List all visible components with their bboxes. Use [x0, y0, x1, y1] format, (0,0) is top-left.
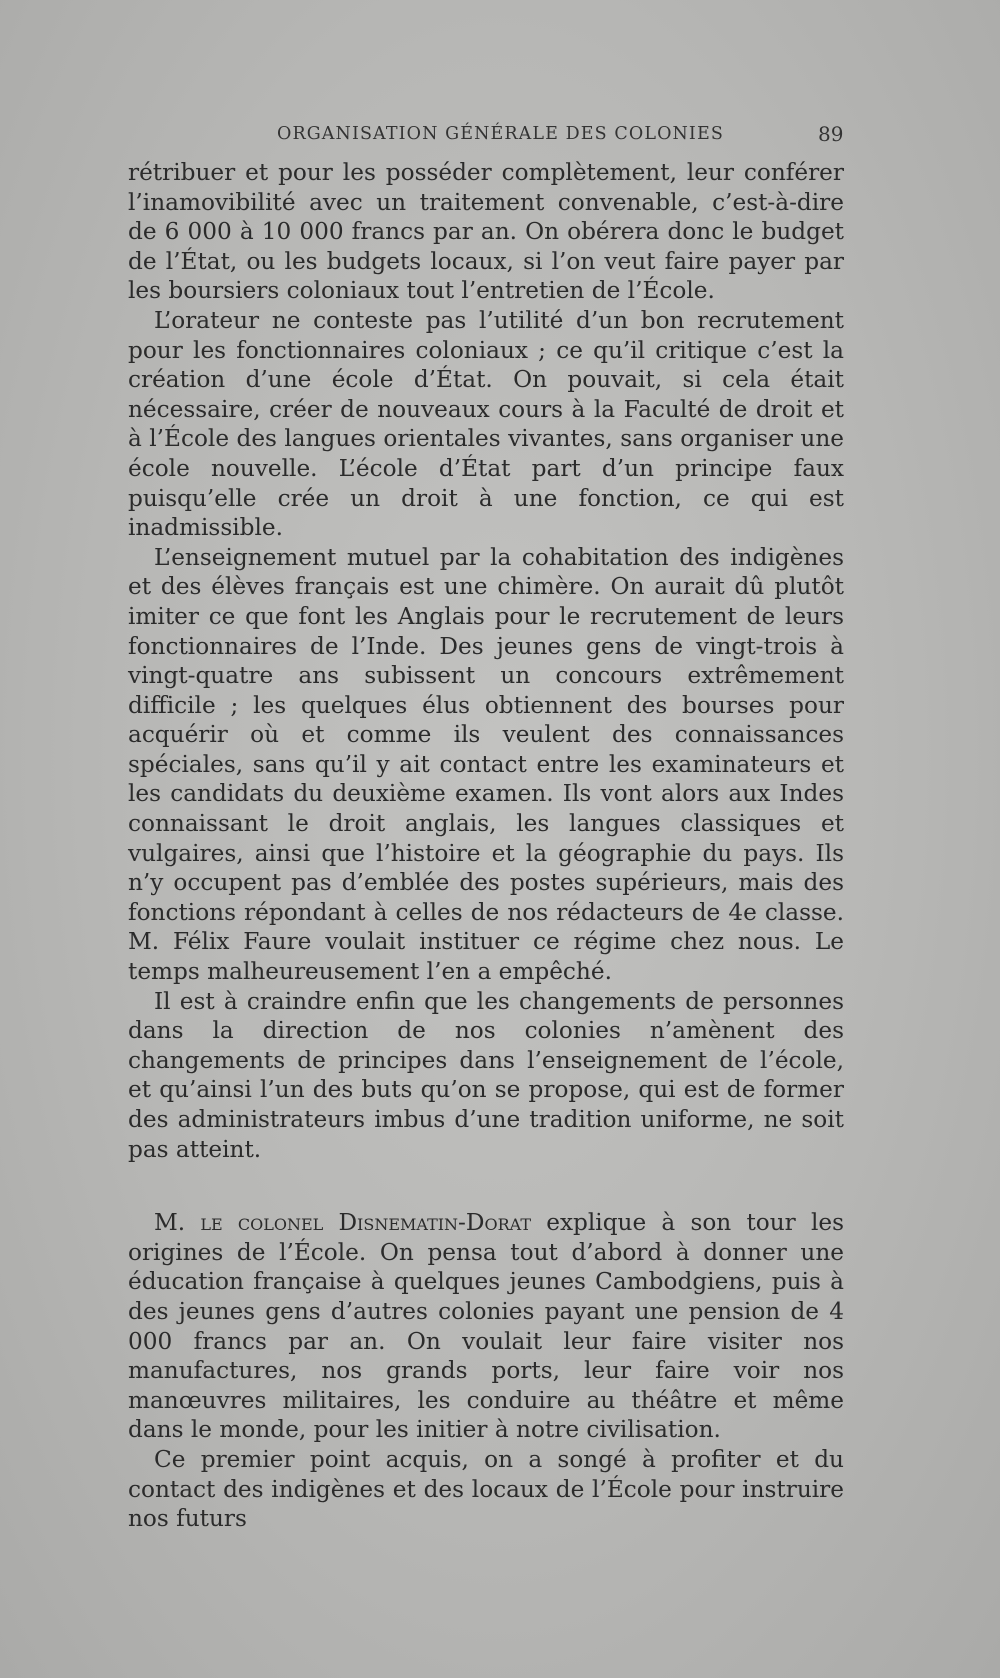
paragraph-2: L’orateur ne conteste pas l’utilité d’un bon recrutement pour les fonctionnaires coloniaux ; ce qu’il critique c’est la création d’une école d’État. On pouvait, si cela était nécessaire, créer de nouveaux cours à la Faculté de droit et à l’École des langues orientales vivantes, sans organiser une école nouvelle. L’école d’État part d’un principe faux puisqu’elle crée un droit à une fonction, ce qui est inadmissible. [128, 306, 844, 542]
speech-paragraph [128, 1208, 844, 1445]
final-paragraph: Ce premier point acquis, on a songé à profiter et du contact des indigènes et des locaux de l’École pour instruire nos futurs [128, 1445, 844, 1533]
page-number: 89 [818, 122, 844, 146]
paragraph-3: L’enseignement mutuel par la cohabitation des indigènes et des élèves français est une chimère. On aurait dû plutôt imiter ce que font les Anglais pour le recrutement de leurs fonctionnaires de l’Inde. Des jeunes gens de vingt-trois à vingt-quatre ans subissent un concours extrêmement difficile ; les quelques élus obtiennent des bourses pour acquérir où et comme ils veulent des connaissances spéciales, sans qu’il y ait contact entre les examinateurs et les candidats du deuxième examen. Ils vont alors aux Indes connaissant le droit anglais, les langues classiques et vulgaires, ainsi que l’histoire et la géographie du pays. Ils n’y occupent pas d’emblée des postes supérieurs, mais des fonctions répondant à celles de nos rédacteurs de 4e classe. M. Félix Faure voulait instituer ce régime chez nous. Le temps malheureusement l’en a empêché. [128, 543, 844, 986]
speech-text: explique à son tour les origines de l’École. On pensa tout d’abord à donner une éducation française à quelques jeunes Cambodgiens, puis à des jeunes gens d’autres colonies payant une pension de 4 000 francs par an. On voulait leur faire visiter nos manufactures, nos grands ports, leur faire voir nos manœuvres militaires, les conduire au théâtre et même dans le monde, pour les initier à notre civilisation. [128, 1209, 845, 1444]
paragraph-4: Il est à craindre enfin que les changements de personnes dans la direction de nos colonies n’amènent des changements de principes dans l’enseignement de l’école, et qu’ainsi l’un des buts qu’on se propose, qui est de former des administrateurs imbus d’une tradition uniforme, ne soit pas atteint. [128, 987, 844, 1163]
speaker-name: M. le colonel Disnematin-Dorat [154, 1209, 532, 1237]
paragraph-1: rétribuer et pour les posséder complètement, leur conférer l’inamovibilité avec un traitement convenable, c’est-à-dire de 6 000 à 10 000 francs par an. On obérera donc le budget de l’État, ou les budgets locaux, si l’on veut faire payer par les boursiers coloniaux tout l’entretien de l’École. [128, 159, 844, 305]
running-title: ORGANISATION GÉNÉRALE DES COLONIES [277, 124, 724, 144]
body-text [128, 158, 844, 1534]
